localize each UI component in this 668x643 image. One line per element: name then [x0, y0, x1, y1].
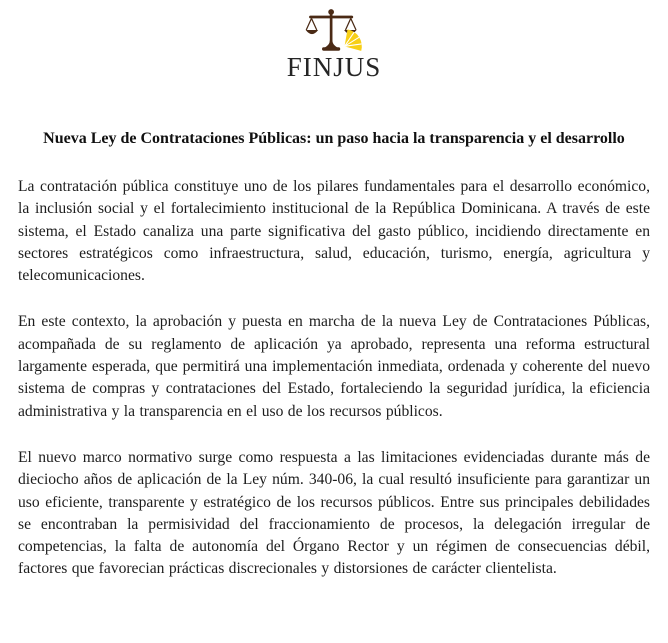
scales-of-justice-icon — [301, 8, 367, 54]
scales-left-chains — [306, 18, 317, 30]
fan-shape — [345, 29, 362, 50]
paragraph-1: La contratación pública constituye uno de los pilares fundamentales para el desarrollo económico, la inclusión social y el fortalecimiento institucional de la República Dominicana. A través de este sistema, el Estado canaliza una parte significativa del gasto público, incidiendo directamente en sectores estratégicos como infraestructura, salud, educación, turismo, energía, agricultura y telecomunicaciones. — [18, 178, 650, 285]
finjus-logo — [18, 8, 650, 82]
paragraph-2: En este contexto, la aprobación y puesta en marcha de la nueva Ley de Contrataciones Públicas, acompañada de su reglamento de aplicación ya aprobado, representa una reforma estructural largamente esperada, que permitirá una implementación inmediata, ordenada y coherente del nuevo sistema de compras y contrataciones del Estado, fortaleciendo la seguridad jurídica, la eficiencia administrativa y la transparencia en el uso de los recursos públicos. — [18, 313, 650, 420]
article-title: Nueva Ley de Contrataciones Públicas: un paso hacia la transparencia y el desarrollo — [43, 130, 625, 147]
article-body — [18, 176, 650, 581]
finjus-wordmark: FINJUS — [286, 52, 382, 82]
paragraph-3: El nuevo marco normativo surge como respuesta a las limitaciones evidenciadas durante más de dieciocho años de aplicación de la Ley núm. 340-06, la cual resultó insuficiente para garantizar un uso eficiente, transparente y estratégico de los recursos públicos. Entre sus principales debilidades se encontraban la permisividad del fraccionamiento de procesos, la delegación irregular de competencias, la falta de autonomía del Órgano Rector y un régimen de consecuencias débil, factores que favorecian prácticas discrecionales y distorsiones de carácter clientelista. — [18, 448, 650, 578]
scales-right-chains — [346, 18, 357, 30]
